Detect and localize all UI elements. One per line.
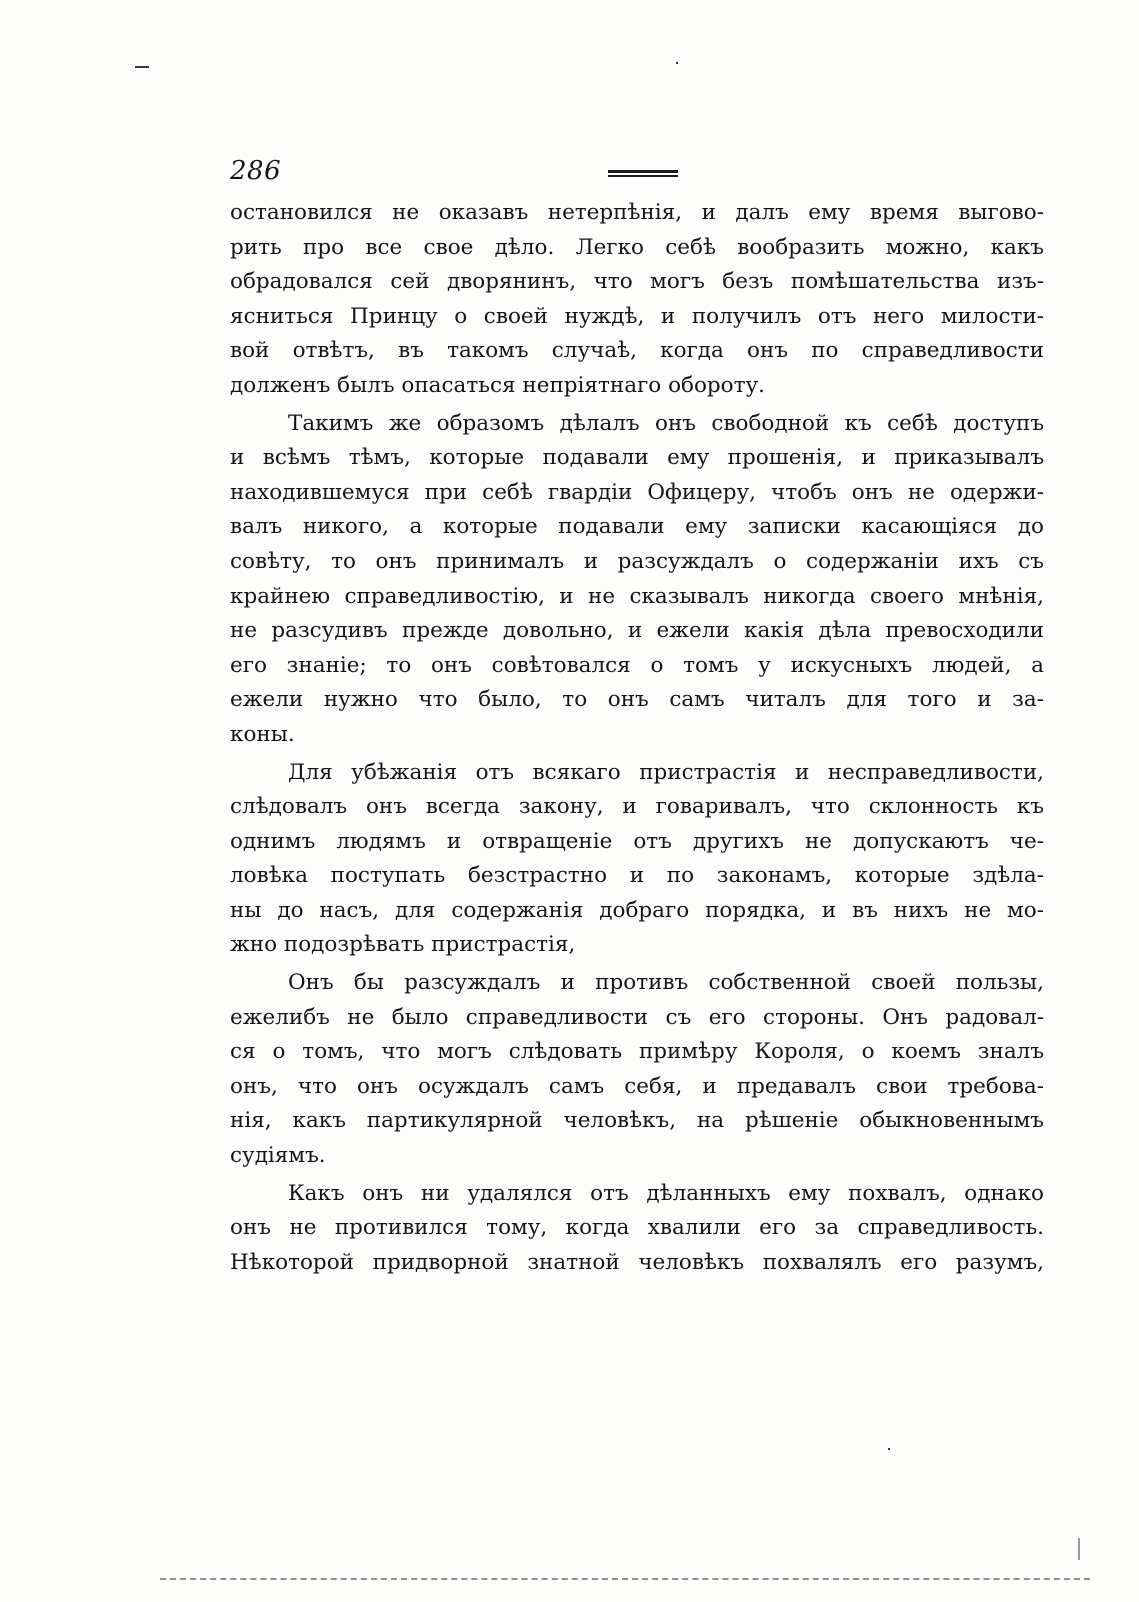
text-line: его знаніе; то онъ совѣтовался о томъ у искусныхъ людей, а [230, 652, 1044, 678]
text-line: онъ не противился тому, когда хвалили его за справедливость. [230, 1215, 1044, 1241]
paragraph [230, 407, 1044, 753]
scan-speck [1078, 1538, 1080, 1560]
page-number: 286 [230, 156, 282, 186]
text-line: слѣдовалъ онъ всегда закону, и говаривалъ, что склонность къ [230, 794, 1044, 820]
text-line: находившемуся при себѣ гвардіи Офицеру, чтобъ онъ не одержи- [230, 479, 1044, 505]
text-line: нія, какъ партикулярной человѣкъ, на рѣшеніе обыкновеннымъ [230, 1108, 1044, 1134]
text-line: не разсудивъ прежде довольно, и ежели какія дѣла превосходили [230, 618, 1044, 644]
text-line: вой отвѣтъ, въ такомъ случаѣ, когда онъ по справедливости [230, 338, 1044, 364]
text-line: крайнею справедливостію, и не сказывалъ никогда своего мнѣнія, [230, 583, 1044, 609]
paragraph [230, 1177, 1044, 1281]
scan-bottom-edge [160, 1578, 1090, 1582]
text-line: ясниться Принцу о своей нуждѣ, и получилъ отъ него милости- [230, 303, 1044, 329]
text-line: ловѣка поступать безстрастно и по законамъ, которые здѣла- [230, 863, 1044, 889]
text-line: рить про все свое дѣло. Легко себѣ вообразить можно, какъ [230, 234, 1044, 260]
body-text [230, 196, 1044, 1280]
text-line: ежели нужно что было, то онъ самъ читалъ для того и за- [230, 687, 1044, 713]
text-line: долженъ былъ опасаться непріятнаго обороту. [230, 372, 765, 398]
scan-speck [676, 62, 678, 64]
paragraph [230, 756, 1044, 964]
text-line: остановился не оказавъ нетерпѣнія, и далъ ему время выгово- [230, 200, 1044, 225]
text-line: однимъ людямъ и отвращеніе отъ другихъ не допускаютъ че- [230, 828, 1044, 854]
text-line: Какъ онъ ни удалялся отъ дѣланныхъ ему похвалъ, однако [288, 1180, 1044, 1206]
text-line: Нѣкоторой придворной знатной человѣкъ похвалялъ его разумъ, [230, 1249, 1044, 1275]
text-line: валъ никого, а которые подавали ему записки касающіяся до [230, 514, 1044, 540]
scan-speck [888, 1448, 890, 1450]
text-line: Онъ бы разсуждалъ и противъ собственной своей пользы, [288, 970, 1044, 996]
paragraph [230, 196, 1044, 404]
text-line: Для убѣжанія отъ всякаго пристрастія и несправедливости, [288, 759, 1044, 785]
text-line: ны до насъ, для содержанія добраго порядка, и въ нихъ не мо- [230, 897, 1044, 923]
text-line: совѣту, то онъ принималъ и разсуждалъ о содержаніи ихъ съ [230, 548, 1044, 574]
text-line: Такимъ же образомъ дѣлалъ онъ свободной къ себѣ доступъ [288, 410, 1044, 436]
text-line: обрадовался сей дворянинъ, что могъ безъ помѣшательства изъ- [230, 269, 1044, 295]
text-line: и всѣмъ тѣмъ, которые подавали ему прошенія, и приказывалъ [230, 445, 1044, 471]
text-line: жно подозрѣвать пристрастія, [230, 932, 576, 958]
text-line: судіямъ. [230, 1143, 326, 1169]
scan-speck [135, 66, 149, 68]
text-line: коны. [230, 721, 295, 747]
paragraph [230, 966, 1044, 1174]
text-line: ся о томъ, что могъ слѣдовать примѣру Короля, о коемъ зналъ [230, 1039, 1044, 1065]
text-line: ежелибъ не было справедливости съ его стороны. Онъ радовал- [230, 1004, 1044, 1030]
page-header [230, 156, 1050, 196]
text-line: онъ, что онъ осуждалъ самъ себя, и предавалъ свои требова- [230, 1073, 1044, 1099]
header-ornament [608, 170, 678, 180]
